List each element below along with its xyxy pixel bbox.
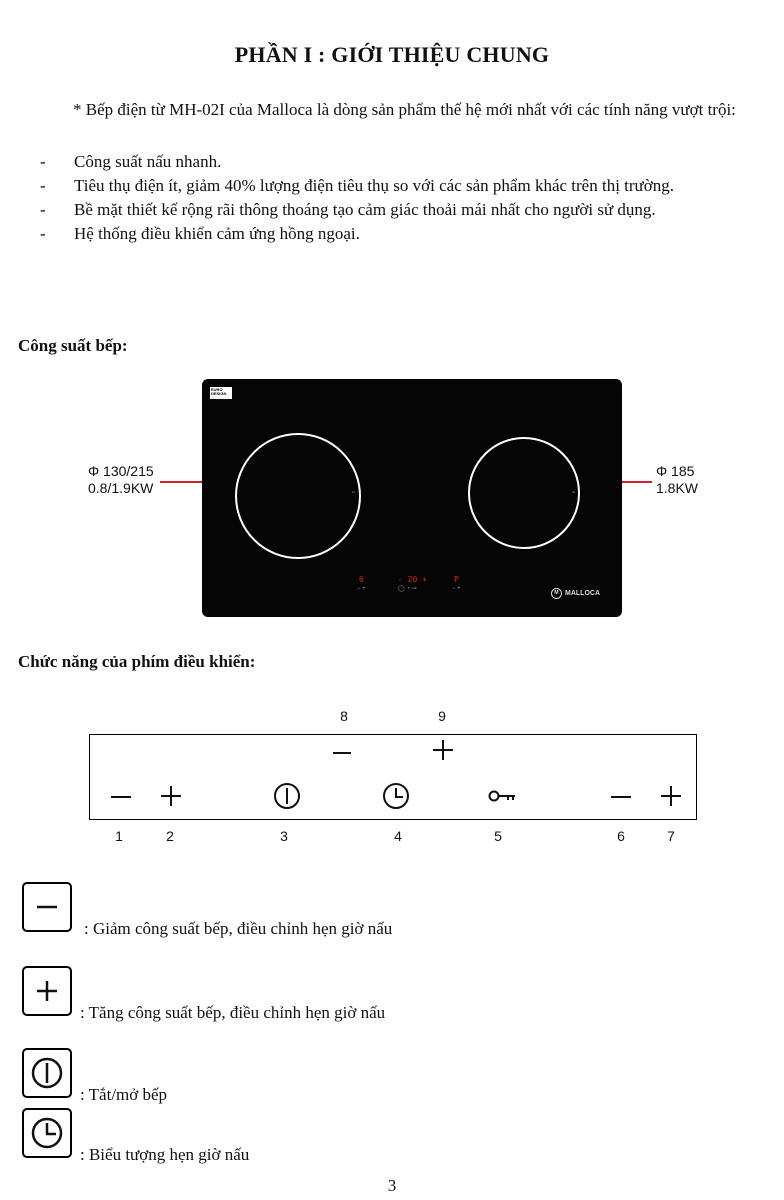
cooktop-illustration [202, 379, 622, 617]
right-touch-keys: − + [452, 586, 461, 592]
minus-icon [24, 884, 70, 930]
power-icon [273, 782, 301, 810]
control-heading: Chức năng của phím điều khiển: [18, 652, 256, 671]
label-9: 9 [438, 708, 446, 724]
label-3: 3 [280, 828, 288, 844]
legend-text-timer: : Biểu tượng hẹn giờ nấu [80, 1145, 250, 1164]
euro-design-logo: EURO DESIGN [210, 387, 232, 399]
timer-icon [382, 782, 410, 810]
legend-text-minus: : Giảm công suất bếp, điều chỉnh hẹn giờ nấu [84, 919, 393, 938]
feature-list [40, 150, 760, 246]
zone-marking: ▪▪▪ [572, 490, 576, 494]
feature-item: - Hệ thống điều khiển cảm ứng hồng ngoại. [40, 222, 760, 246]
minus-icon [110, 787, 132, 807]
power-heading: Công suất bếp: [18, 336, 128, 355]
label-6: 6 [617, 828, 625, 844]
legend-text-plus: : Tăng công suất bếp, điều chỉnh hẹn giờ nấu [80, 1003, 386, 1022]
malloca-mark-icon: M [551, 588, 562, 599]
minus-icon [332, 743, 352, 763]
right-zone-diameter: Φ 185 [656, 463, 695, 479]
plus-icon [24, 968, 70, 1014]
left-zone-diameter: Φ 130/215 [88, 463, 154, 479]
key-lock-icon [488, 788, 516, 804]
timer-display: - 20 + [398, 575, 427, 584]
timer-icon [24, 1110, 70, 1156]
plus-icon [160, 785, 182, 807]
right-zone-power: 1.8KW [656, 480, 699, 496]
feature-item: - Tiêu thụ điện ít, giảm 40% lượng điện tiêu thụ so với các sản phẩm khác trên thị trường. [40, 174, 760, 198]
legend-power-key [22, 1048, 72, 1098]
label-2: 2 [166, 828, 174, 844]
minus-icon [610, 787, 632, 807]
plus-icon [432, 739, 454, 761]
page-title: PHẦN I : GIỚI THIỆU CHUNG [234, 42, 550, 67]
right-cooking-zone [468, 437, 580, 549]
right-zone-spec [656, 463, 698, 497]
legend-plus-key [22, 966, 72, 1016]
center-touch-keys: ◯ ◔ ⊸ [398, 586, 417, 592]
bullet-dash: - [40, 200, 46, 219]
legend-minus-key [22, 882, 72, 932]
bullet-dash: - [40, 152, 46, 171]
right-power-display: P [454, 575, 459, 584]
bullet-dash: - [40, 176, 46, 195]
left-cooking-zone [235, 433, 361, 559]
label-4: 4 [394, 828, 402, 844]
brand-name: MALLOCA [565, 590, 600, 597]
left-zone-power: 0.8/1.9KW [88, 480, 154, 496]
label-1: 1 [115, 828, 123, 844]
intro-paragraph: * Bếp điện từ MH-02I của Malloca là dòng sản phẩm thế hệ mới nhất với các tính năng vượt trội: [73, 100, 736, 119]
bullet-dash: - [40, 224, 46, 243]
label-8: 8 [340, 708, 348, 724]
feature-item: - Bề mặt thiết kế rộng rãi thông thoáng tạo cảm giác thoải mái nhất cho người sử dụng. [40, 198, 760, 222]
legend-text-power: : Tắt/mở bếp [80, 1085, 168, 1104]
label-5: 5 [494, 828, 502, 844]
page-number: 3 [387, 1176, 397, 1195]
left-zone-spec [88, 463, 154, 497]
legend-timer-key [22, 1108, 72, 1158]
left-power-display: 6 [359, 575, 364, 584]
plus-icon [660, 785, 682, 807]
control-panel-diagram [89, 734, 697, 820]
power-icon [24, 1050, 70, 1096]
feature-item: - Công suất nấu nhanh. [40, 150, 760, 174]
left-touch-keys: − + [357, 586, 366, 592]
malloca-brand-logo [551, 588, 600, 599]
zone-marking: ▪▪▪ [352, 490, 356, 494]
label-7: 7 [667, 828, 675, 844]
